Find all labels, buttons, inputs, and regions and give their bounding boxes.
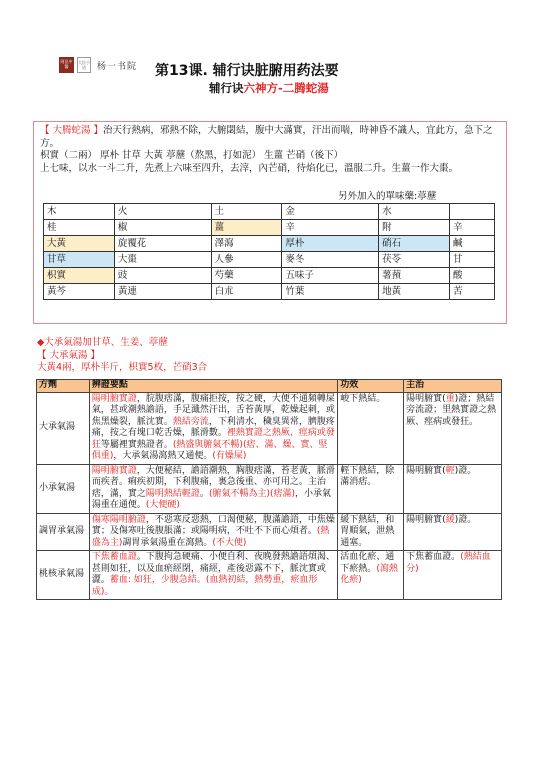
herb-cell: 黃連: [114, 284, 211, 300]
text-segment: ，大便秘結，譫語潮熱，胸腹痞滿，苔老黃，脈滑而疾者。痢疾初期，下利腹痛，裏急後重、亦可用之。主治痞，滿，實之: [91, 465, 335, 499]
indication-cell: [404, 392, 502, 464]
herb-row: [44, 204, 495, 220]
herb-cell: 木: [44, 204, 115, 220]
formula-ingredients: 枳實（二兩） 厚朴 甘草 大黃 葶藶（熬黑，打如泥） 生薑 芒硝（後下）: [40, 150, 344, 161]
text-segment: )證。: [454, 465, 477, 476]
formula-name-cell: 大承氣湯: [37, 392, 90, 464]
text-segment: 下焦蓄血證。: [406, 552, 461, 562]
text-segment: 。: [199, 488, 209, 499]
logo: [59, 57, 137, 73]
text-segment: 重: [445, 393, 455, 404]
text-segment: (腑氣不暢為主)(痞滿): [208, 488, 295, 499]
table-row: [37, 551, 502, 600]
text-segment: 裡熱實證之熱厥，痙病或發狂: [91, 428, 335, 450]
text-segment: (熱盛為主): [91, 526, 330, 548]
herb-row: [44, 236, 495, 252]
text-segment: ，大承氣湯瀉熱又通便。: [113, 451, 213, 461]
text-segment: )證；熱結旁流證；里熱實證之熱厥、痙病或發狂。: [406, 393, 497, 427]
herb-cell: 枳實: [44, 268, 115, 284]
herb-cell: 甘: [449, 252, 494, 268]
formula-indication: 治天行熱病，邪熱不除，大腑閟結，腹中大滿實，汗出而喘，時神昏不識人，宜此方，急下之方。: [40, 125, 493, 149]
herb-cell: 芍藥: [211, 268, 282, 284]
effect-cell: [338, 392, 404, 464]
herb-cell: 附: [379, 220, 450, 236]
indication-cell: [404, 464, 502, 513]
formula-name-cell: 桃核承氣湯: [37, 551, 90, 600]
herb-cell: 椒: [114, 220, 211, 236]
herb-cell: 薑: [211, 220, 282, 236]
section-heading: [37, 337, 207, 375]
formula-preparation: 上七味，以水一斗二升，先煮上六味至四升，去滓，內芒硝，待焰化已，溫服二升。生薑一作大棗。: [40, 162, 459, 174]
text-segment: (血熱初結，熱勢重，瘀血形成)。: [91, 575, 318, 597]
text-segment: 陽明腑實(: [406, 393, 446, 404]
herb-cell: 五味子: [282, 268, 379, 284]
section-line-2: 【 大承氣湯 】: [37, 349, 101, 361]
text-segment: 熱結旁流: [172, 416, 209, 427]
text-segment: 陽明腑實證: [91, 465, 137, 476]
text-segment: 活血化瘀、通下瘀熱。: [340, 552, 395, 574]
text-segment: 下焦蓄血證: [91, 552, 137, 562]
section-line-1: ◆大承氣湯加甘草、生姜、葶藶: [37, 337, 168, 348]
herb-cell: 麥冬: [282, 252, 379, 268]
formula-comparison-table: [36, 379, 502, 600]
table-row: [37, 464, 502, 513]
herb-cell: 薯蕷: [379, 268, 450, 284]
herb-row: [44, 268, 495, 284]
key-points-cell: [89, 392, 337, 464]
text-segment: 緩: [445, 514, 455, 525]
herb-cell: 土: [211, 204, 282, 220]
text-segment: 等屬裡實熱證者。: [100, 439, 173, 450]
herb-cell: 水: [379, 204, 450, 220]
five-element-herb-table: [43, 203, 495, 300]
text-segment: 傷寒陽明腑證: [91, 514, 146, 525]
text-segment: ，脘腹痞滿，腹痛拒按，按之硬，大便不通頻轉屎氣，甚或潮熱譫語，手足濈然汗出，舌苔黃厚，乾燥起刺，或焦黑燥裂，脈沈實。: [91, 393, 335, 427]
table-header-row: [37, 380, 502, 393]
herb-cell: 辛: [282, 220, 379, 236]
text-segment: 調胃承氣湯重在瀉熱。: [122, 537, 213, 548]
header-cell: 功效: [338, 380, 404, 393]
section-line-3: 大黃4兩，厚朴半斤，枳實5枚，芒硝3合: [37, 362, 208, 373]
formula-name-cell: 小承氣湯: [37, 464, 90, 513]
text-segment: (熱結血分): [406, 552, 491, 574]
herb-cell: 鹹: [449, 236, 494, 252]
subtitle-prefix: 辅行诀: [209, 81, 244, 95]
effect-cell: [338, 551, 404, 600]
seal-stamp-2: 大医小道: [77, 57, 91, 73]
herb-row: [44, 220, 495, 236]
text-segment: 陽明腑實(: [406, 514, 446, 525]
page-subtitle: [209, 80, 329, 96]
herb-cell: 澤瀉: [211, 236, 282, 252]
formula-description: [40, 125, 500, 150]
indication-cell: [404, 513, 502, 551]
text-segment: )證。: [454, 514, 477, 525]
herb-row: [44, 284, 495, 300]
herb-cell: 酸: [449, 268, 494, 284]
text-segment: 輕: [445, 465, 455, 476]
text-segment: 陽明腑實(: [406, 465, 446, 476]
header-cell: 辨證要點: [89, 380, 337, 393]
effect-cell: [338, 513, 404, 551]
table-row: [37, 513, 502, 551]
herb-cell: 黃芩: [44, 284, 115, 300]
herb-cell: 旋覆花: [114, 236, 211, 252]
text-segment: (不大便): [212, 537, 247, 548]
herb-cell: 辛: [449, 220, 494, 236]
indication-cell: [404, 551, 502, 600]
text-segment: ，不惡寒反惡熱，口渴便秘，腹滿譫語，中焦燥實；及傷寒吐後腹脹滿；或陽明病，不吐不下而心煩者。: [91, 514, 335, 536]
herb-cell: 豉: [114, 268, 211, 284]
text-segment: ，小承氣湯重在通便。: [91, 488, 331, 510]
herb-cell: 桂: [44, 220, 115, 236]
herb-cell: [449, 204, 494, 220]
herb-cell: 茯苓: [379, 252, 450, 268]
key-points-cell: [89, 551, 337, 600]
header-cell: 方劑: [37, 380, 90, 393]
page-title: 第13课. 辅行诀脏腑用药法要: [155, 63, 339, 79]
herb-cell: 白朮: [211, 284, 282, 300]
text-segment: (大便硬): [145, 500, 180, 510]
herb-cell: 人參: [211, 252, 282, 268]
herb-cell: 苦: [449, 284, 494, 300]
herb-cell: 地黃: [379, 284, 450, 300]
text-segment: (瀉熱化瘀): [340, 563, 398, 585]
seal-stamp: 阿昆中醫: [59, 57, 74, 73]
text-segment: (有燥屎): [212, 451, 247, 461]
extra-herb-note: 另外加入的單味藥:葶藶: [338, 191, 437, 202]
brand-name: 杨一书院: [97, 61, 138, 72]
herb-cell: 火: [114, 204, 211, 220]
text-segment: 陽明熱結輕證: [145, 488, 200, 499]
herb-cell: 大棗: [114, 252, 211, 268]
text-segment: 。下腹拘急硬痛、小便自利、夜晚發熱譫語煩渴、甚則如狂，以及血瘀經閉，痛經，產後惡露不下，脈沈實或澀。: [91, 552, 335, 585]
header-cell: 主治: [404, 380, 502, 393]
text-segment: 陽明腑實證: [91, 393, 137, 404]
effect-cell: [338, 464, 404, 513]
herb-cell: 厚朴: [282, 236, 379, 252]
text-segment: 緩下熱結，和胃順氣，泄熱通塞。: [340, 514, 395, 548]
herb-row: [44, 252, 495, 268]
herb-cell: 金: [282, 204, 379, 220]
key-points-cell: [89, 464, 337, 513]
formula-label: 【 大腾蛇湯 】: [40, 125, 104, 136]
text-segment: ，下利清水，穢臭異常，臍腹疼痛，按之有塊口乾舌燥，脈滑數。: [91, 416, 335, 438]
subtitle-highlight: 六神方-二腾蛇湯: [243, 81, 329, 95]
text-segment: 蓄血: 如狂，少腹急結。: [109, 575, 206, 585]
herb-cell: 竹葉: [282, 284, 379, 300]
key-points-cell: [89, 513, 337, 551]
herb-cell: 硝石: [379, 236, 450, 252]
herb-cell: 甘草: [44, 252, 115, 268]
text-segment: 輕下熱結，除滿消痞。: [340, 465, 395, 487]
table-row: [37, 392, 502, 464]
text-segment: (熱盛與腑氣不暢)(痞、滿、燥、實、堅俱重): [91, 439, 328, 461]
text-segment: 峻下熱結。: [340, 393, 386, 404]
herb-cell: 大黃: [44, 236, 115, 252]
formula-name-cell: 調胃承氣湯: [37, 513, 90, 551]
